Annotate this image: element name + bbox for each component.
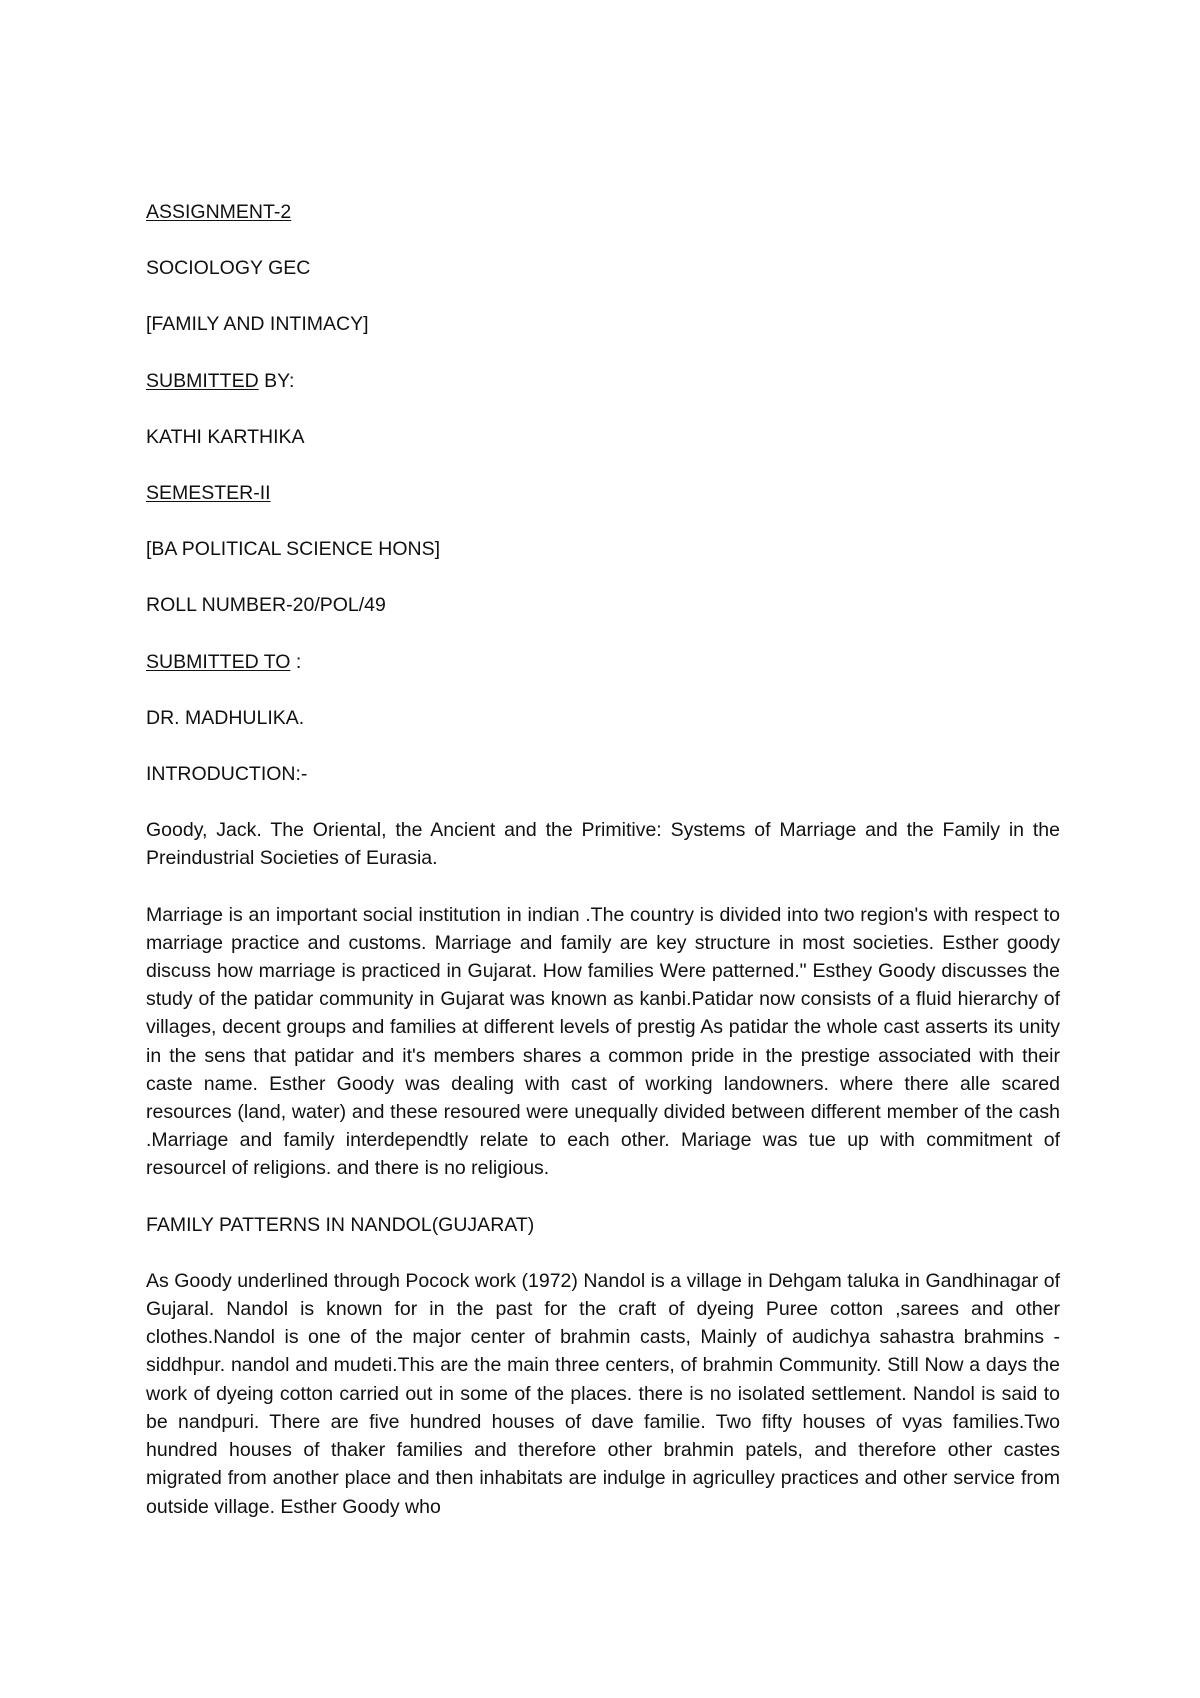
introduction-heading: INTRODUCTION:- — [146, 763, 308, 786]
by-word: BY: — [258, 369, 295, 392]
topic-title: [FAMILY AND INTIMACY] — [146, 313, 369, 336]
section-heading: FAMILY PATTERNS IN NANDOL(GUJARAT) — [146, 1213, 535, 1236]
submitted-by-label — [146, 367, 1060, 395]
document-page — [146, 198, 1060, 1549]
citation-paragraph: Goody, Jack. The Oriental, the Ancient and the Primitive: Systems of Marriage and the Family in the Preindustrial Societies of Eurasia. — [146, 819, 1060, 870]
submitted-word: SUBMITTED — [146, 369, 259, 392]
student-name: KATHI KARTHIKA — [146, 425, 305, 448]
semester: SEMESTER-II — [146, 482, 271, 505]
program-name: [BA POLITICAL SCIENCE HONS] — [146, 538, 441, 561]
submitted-to-colon: : — [290, 650, 302, 673]
roll-number: ROLL NUMBER-20/POL/49 — [146, 594, 386, 617]
submitted-to-label — [146, 648, 1060, 676]
teacher-name: DR. MADHULIKA. — [146, 706, 305, 729]
course-name: SOCIOLOGY GEC — [146, 257, 311, 280]
assignment-title: ASSIGNMENT-2 — [146, 201, 292, 223]
nandol-paragraph: As Goody underlined through Pocock work (1972) Nandol is a village in Dehgam taluka in Gandhinagar of Gujaral. Nandol is known for in the past for the craft of dyeing Puree cotton ,sarees and other clothes.Nandol is one of the major center of brahmin casts, Mainly of audichya sahastra brahmins - siddhpur. nandol and mudeti.This are the main three centers, of brahmin Community. Still Now a days the work of dyeing cotton carried out in some of the places. there is no isolated settlement. Nandol is said to be nandpuri. There are five hundred houses of dave familie. Two fifty houses of vyas families.Two hundred houses of thaker families and therefore other brahmin patels, and therefore other castes migrated from another place and then inhabitats are indulge in agriculley practices and other service from outside village. Esther Goody who — [146, 1269, 1060, 1518]
intro-paragraph: Marriage is an important social institution in indian .The country is divided into two region's with respect to marriage practice and customs. Marriage and family are key structure in most societies. Esther goody discuss how marriage is practiced in Gujarat. How families Were patterned." Esthey Goody discusses the study of the patidar community in Gujarat was known as kanbi.Patidar now consists of a fluid hierarchy of villages, decent groups and families at different levels of prestig As patidar the whole cast asserts its unity in the sens that patidar and it's members shares a common pride in the prestige associated with their caste name. Esther Goody was dealing with cast of working landowners. where there alle scared resources (land, water) and these resoured were unequally divided between different member of the cash .Marriage and family interdependtly relate to each other. Mariage was tue up with commitment of resourcel of religions. and there is no religious. — [146, 903, 1060, 1180]
submitted-to-words: SUBMITTED TO — [146, 650, 291, 673]
